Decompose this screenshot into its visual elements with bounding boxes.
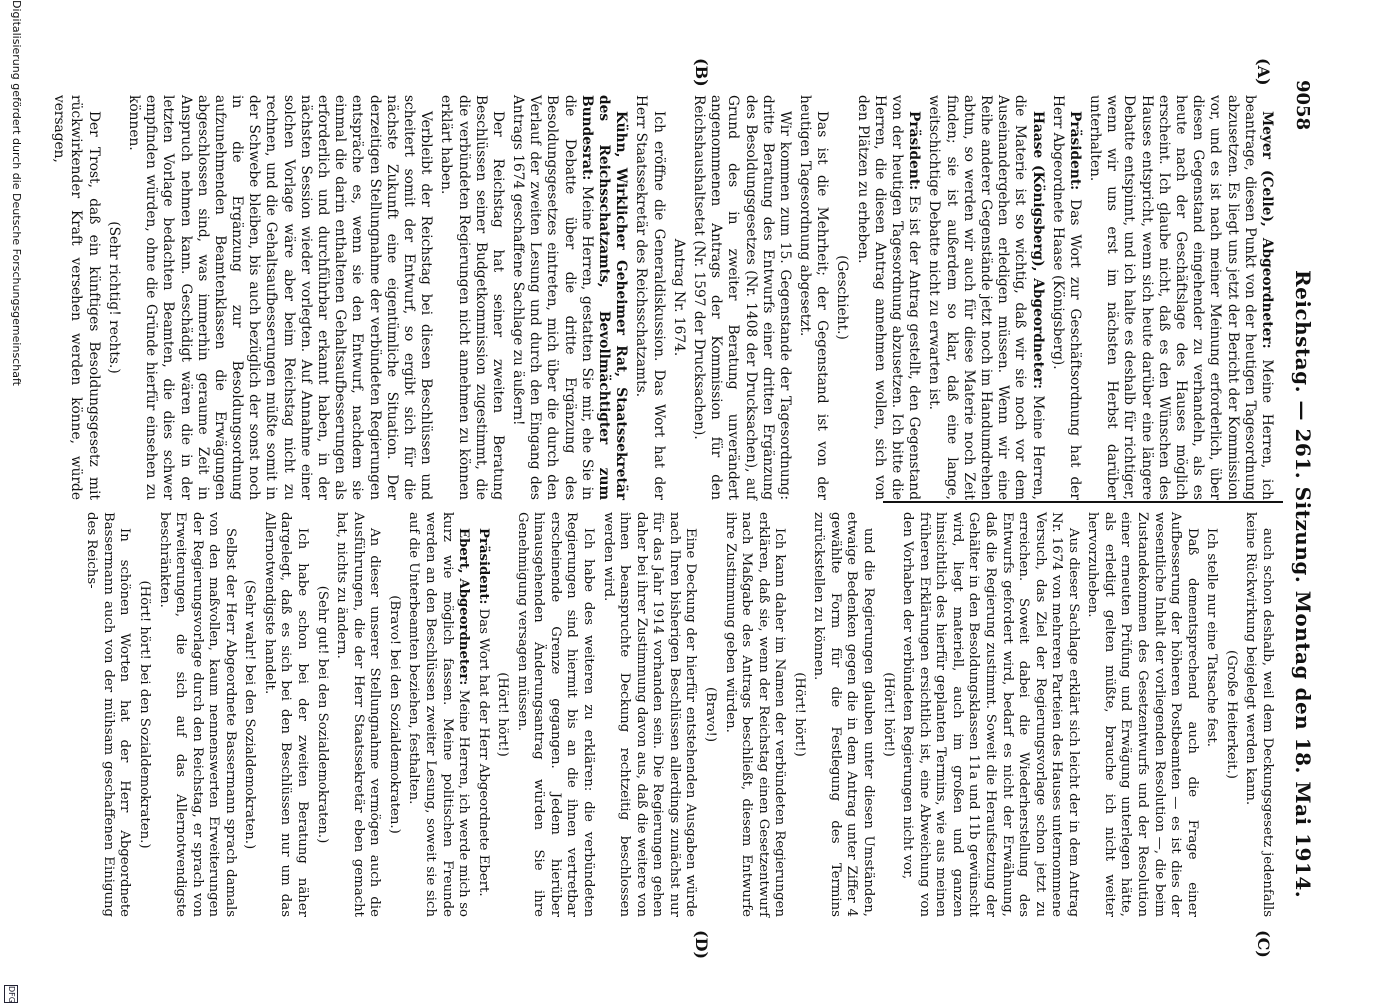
paragraph-text: Meine Herren, die Materie ist so wichtig, daß wir sie noch vor dem Auseinandergehen erledigen müssen. Wenn wir eine Reihe anderer Gegenstände jetzt noch im Handumdrehen abtun, so werden wir auch für diese Materie noch Zeit finden; sie ist außerdem so klar, daß eine lange, weitschichtige Debatte nicht zu erwarten ist. bbox=[926, 95, 1046, 500]
paragraph bbox=[721, 512, 787, 917]
paragraph bbox=[632, 95, 666, 500]
margin-mark-c: (C) bbox=[1254, 930, 1273, 958]
page-number: 9058 bbox=[1292, 80, 1313, 131]
paragraph-text: Es ist der Antrag gestellt, den Gegenstand von der heutigen Tagesordnung abzusetzen. Ich bitte die Herren, die diesen Antrag annehmen wollen, sich von den Plätzen zu erheben. bbox=[854, 95, 923, 500]
margin-mark-a: (A) bbox=[1254, 58, 1273, 86]
paragraph-text: (Hört! hört!) bbox=[495, 672, 511, 757]
paragraph-text: Daß dementsprechend auch die Frage einer Aufbesserung der höheren Postbeamten — es ist dies der wesentliche Inhalt der vorliegenden Resolution —, die beim Zustandekommen des Gesetzentwurfs und der Resolution einer erneuten Prüfung und Erwägung unterlegen hätte, als erledigt gelten müßte, brauche ich nicht weiter hervorzuheben. bbox=[1085, 512, 1200, 917]
paragraph bbox=[50, 95, 102, 500]
speaker-name: Kühn, Wirklicher Geheimer Rat, Staatssekretär des Reichsschatzamts, Bevollmächtigter zum Bundesrat: bbox=[578, 95, 630, 500]
paragraph-text: Selbst der Herr Abgeordnete Bassermann sprach damals von den maßvollen, kaum nennenswerten Erweiterungen der Regierungsvorlage durch den Reichstag, er sprach von Erweiterungen, die sich auf das Allernotwendigste beschränkten. bbox=[156, 512, 238, 917]
paragraph-text: auch schon deshalb, weil dem Deckungsgesetz jedenfalls keine Rückwirkung beigelegt werden kann. bbox=[1243, 512, 1275, 917]
speech-paragraph bbox=[405, 512, 471, 917]
interjection bbox=[313, 512, 330, 917]
interjection bbox=[494, 512, 511, 917]
speaker-name: Präsident: bbox=[1066, 111, 1083, 191]
interjection bbox=[135, 512, 152, 917]
interjection bbox=[105, 95, 122, 500]
paragraph-text: (Hört! hört!) bbox=[791, 672, 807, 757]
speaker-name: Ebert, Abgeordneter: bbox=[456, 528, 472, 686]
paragraph bbox=[899, 512, 1081, 917]
running-title: Reichstag. — 261. Sitzung. Montag den 18. Mai 1914. bbox=[1291, 270, 1315, 899]
speech-paragraph bbox=[1086, 95, 1275, 500]
paragraph-text: und die Regierungen glauben unter diesen Umständen, etwaige Bedenken gegen die in dem Antrag unter Ziffer 4 gewählte Form für die Festlegung des Termins zurückstellen zu können. bbox=[811, 512, 877, 917]
dfg-logo: DFG bbox=[4, 985, 18, 1003]
paragraph-text: Wir kommen zum 15. Gegenstande der Tagesordnung: dritte Beratung des Entwurfs einer dritten Ergänzung des Besoldungsgesetzes (Nr. 1408 der Drucksachen), auf Grund des in zweiter Beratung unverändert angenommenen Antrags der Kommission für den Reichshaushaltsetat (Nr. 1597 der Drucksachen). bbox=[691, 95, 793, 500]
right-text-column bbox=[80, 512, 1275, 917]
paragraph-text: (Sehr wahr! bei den Sozialdemokraten.) bbox=[242, 579, 258, 850]
paragraph bbox=[125, 95, 434, 500]
paragraph bbox=[1242, 512, 1275, 917]
column-divider bbox=[883, 501, 1283, 503]
paragraph-text: Der Reichstag hat seiner zweiten Beratung Beschlüssen seiner Budgetkommission zugestimmt, die die verbündeten Regierungen nicht annehmen zu können erklärt haben. bbox=[438, 95, 506, 500]
interjection bbox=[670, 95, 687, 500]
paragraph-text: Ich habe schon bei der zweiten Beratung näher dargelegt, daß es sich bei den Beschlüssen nur um das Allernotwendigste handelt. bbox=[261, 512, 311, 917]
paragraph bbox=[796, 95, 830, 500]
paragraph bbox=[155, 512, 238, 917]
speaker-name: Präsident: bbox=[906, 111, 923, 191]
paragraph bbox=[437, 95, 506, 500]
interjection bbox=[701, 512, 718, 917]
footer-credit-text: Digitalisierung gefördert durch die Deutsche Forschungsgemeinschaft bbox=[10, 0, 23, 386]
paragraph bbox=[333, 512, 383, 917]
paragraph bbox=[260, 512, 310, 917]
paragraph-text: Aus dieser Sachlage erklärt sich leicht der in dem Antrag Nr. 1674 von mehreren Parteien des Hauses unternommene Versuch, das Ziel der Regierungsvorlage schon jetzt zu erreichen. Soweit dabei die Wiederherstellung des Entwurfs gefordert wird, bedarf es nicht der Erwähnung, daß die Regierung zustimmt. Soweit die Heraufsetzung der Gehälter in den Besoldungsklassen 11a und 11b gewünscht wird, liegt materiell, auch im großen und ganzen hinsichtlich des hierfür geplanten Termins, wie aus meinen früheren Erklärungen ersichtlich ist, eine Abweichung von den Vorhaben der verbündeten Regierungen nicht vor, bbox=[900, 512, 1081, 918]
paragraph-text: (Sehr richtig! rechts.) bbox=[105, 221, 122, 374]
page-header bbox=[1281, 80, 1321, 930]
footer-credit bbox=[3, 0, 23, 1000]
paragraph bbox=[513, 512, 596, 917]
speaker-name: Meyer (Celle), Abgeordneter: bbox=[1259, 111, 1275, 349]
paragraph-text: Eine Deckung der hierfür entstehenden Ausgaben würde nach Ihren bisherigen Beschlüssen allerdings zunächst nur für das Jahr 1914 vorhanden sein. Die Regierungen gehen daher bei ihrer Zustimmung davon aus, daß die weitere von ihnen beanspruchte Deckung rechtzeitig beschlossen werden wird. bbox=[600, 512, 699, 917]
paragraph-text: Meine Herren, gestatten Sie mir, ehe Sie in die Debatte über die dritte Ergänzung des Besoldungsgesetzes eintreten, mich über die durch den Verlauf der zweiten Lesung und durch den Eingang des Antrags 1674 geschaffene Sachlage zu äußern! bbox=[510, 95, 595, 501]
margin-mark-d: (D) bbox=[692, 930, 711, 960]
interjection bbox=[241, 512, 258, 917]
speaker-name: Haase (Königsberg), Abgeordneter: bbox=[1029, 111, 1046, 390]
paragraph bbox=[1203, 512, 1220, 917]
paragraph-text: Ich kann daher im Namen der verbündeten Regierungen erklären, daß sie, wenn der Reichstag einen Gesetzentwurf nach Maßgabe des Antrags beschließt, diesem Entwurfe ihre Zustimmung geben würden. bbox=[722, 512, 788, 917]
paragraph-text: Das Wort hat der Herr Abgeordnete Ebert. bbox=[475, 608, 491, 897]
paragraph-text: Verbleibt der Reichstag bei diesen Beschlüssen und scheitert somit der Entwurf, so ergibt sich für die nächste Zukunft eine eigentümliche Situation. Der derzeitigen Stellungnahme der verbündeten Regierungen entspräche es, wenn sie den Entwurf, nachdem sie einmal die darin enthaltenen Gehaltsaufbesserungen als erforderlich und durchführbar erkannt haben, in der nächsten Session wieder vorlegten. Auf Annahme einer solchen Vorlage wäre aber beim Reichstag nicht zu rechnen, und die Gehaltsaufbesserungen müßte somit in der Schwebe bleiben, bis auch bezüglich der sonst noch in die Ergänzung zur Besoldungsordnung aufzunehmenden Beamtenklassen die Erwägungen abgeschlossen sind, was immerhin geraume Zeit in Anspruch nehmen kann. Geschädigt wären die in der letzten Vorlage bedachten Beamten, die dies schwer empfinden würden, ohne die Gründe hierfür einsehen zu können. bbox=[126, 95, 435, 500]
paragraph-text: Das ist die Mehrheit; der Gegenstand ist von der heutigen Tagesordnung abgesetzt. bbox=[797, 95, 831, 500]
speech-paragraph bbox=[474, 512, 491, 917]
speech-paragraph bbox=[509, 95, 629, 500]
paragraph-text: An dieser unserer Stellungnahme vermögen auch die Ausführungen, die der Herr Staatssekretär eben gemacht hat, nichts zu ändern. bbox=[334, 512, 383, 917]
paragraph-text: (Bravo! bei den Sozialdemokraten.) bbox=[386, 595, 402, 834]
interjection bbox=[790, 512, 807, 917]
paragraph-text: Ich eröffne die Generaldiskussion. Das Wort hat der Herr Staatssekretär des Reichsschatzamts. bbox=[633, 95, 667, 500]
paragraph bbox=[83, 512, 133, 917]
paragraph bbox=[599, 512, 698, 917]
paragraph-text: Ich habe des weiteren zu erklären: die verbündeten Regierungen sind hiermit bis an die ihnen vertretbar erscheinende Grenze gegangen. Jedem hierüber hinausgehenden Änderungsantrag würden Sie ihre Genehmigung versagen müssen. bbox=[514, 512, 597, 917]
paragraph bbox=[690, 95, 793, 500]
interjection bbox=[385, 512, 402, 917]
interjection bbox=[879, 512, 896, 917]
interjection bbox=[1222, 512, 1239, 917]
interjection bbox=[833, 95, 850, 500]
speech-paragraph bbox=[1049, 95, 1083, 500]
paragraph-text: In schönen Worten hat der Herr Abgeordnete Bassermann auch von der mühsam geschaffenen Einigung des Reichs- bbox=[84, 512, 133, 917]
paragraph-text: Meine Herren, ich werde mich so kurz wie möglich fassen. Meine politischen Freunde werden an den Beschlüssen zweiter Lesung, soweit sie sich auf die Unterbeamten beziehen, festhalten. bbox=[406, 512, 472, 917]
paragraph bbox=[810, 512, 876, 917]
paragraph-text: (Hört! hört! bei den Sozialdemokraten.) bbox=[137, 580, 152, 849]
paragraph-text: (Sehr gut! bei den Sozialdemokraten.) bbox=[314, 585, 330, 844]
paragraph-text: (Geschieht.) bbox=[834, 255, 851, 340]
paragraph-text: Meine Herren, ich beantrage, diesen Punkt von der heutigen Tagesordnung abzusetzen. Es liegt uns jetzt der Bericht der Kommission vor, und es ist nach meiner Meinung erforderlich, über diesen Gegenstand eingehender zu verhandeln, als es heute nach der Geschäftslage des Hauses möglich erscheint. Ich glaube nicht, daß es den Wünschen des Hauses entspricht, wenn sich heute darüber eine längere Debatte entspinnt, und ich halte es deshalb für richtiger, wenn wir uns erst im nächsten Herbst darüber unterhalten. bbox=[1087, 95, 1275, 500]
paragraph-text: (Große Heiterkeit.) bbox=[1223, 650, 1239, 779]
paragraph-text: (Hört! hört!) bbox=[880, 672, 896, 757]
margin-mark-b: (B) bbox=[692, 58, 711, 87]
speaker-name: Präsident: bbox=[475, 528, 491, 605]
paragraph-text: Ich stelle nur eine Tatsache fest. bbox=[1204, 528, 1220, 747]
paragraph-text: Antrag Nr. 1674. bbox=[670, 238, 687, 357]
speech-paragraph bbox=[854, 95, 923, 500]
speech-paragraph bbox=[925, 95, 1045, 500]
paragraph-text: (Bravo!) bbox=[703, 686, 718, 743]
paragraph bbox=[1084, 512, 1200, 917]
paragraph-text: Das Wort zur Geschäftsordnung hat der Herr Abgeordnete Haase (Königsberg). bbox=[1049, 95, 1083, 500]
paragraph-text: Der Trost, daß ein künftiges Besoldungsgesetz mit rückwirkender Kraft versehen werden könne, würde versagen, bbox=[51, 95, 102, 500]
left-text-column bbox=[47, 95, 1275, 500]
